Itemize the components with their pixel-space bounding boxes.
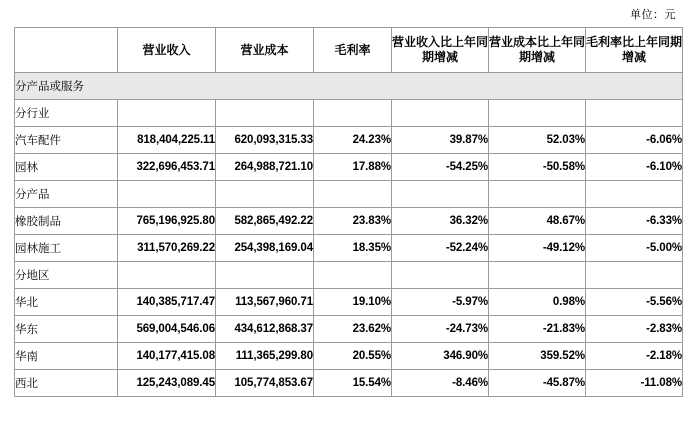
financial-table <box>14 27 683 397</box>
row-cell-value: 254,398,169.04 <box>216 235 314 262</box>
row-cell-value: 24.23% <box>314 127 392 154</box>
table-header-revenue-yoy: 营业收入比上年同期增减 <box>392 28 489 73</box>
row-cell-value: 818,404,225.11 <box>118 127 216 154</box>
row-cell-value: 52.03% <box>489 127 586 154</box>
row-cell-value: -5.56% <box>586 289 683 316</box>
row-cell-value: -45.87% <box>489 370 586 397</box>
row-cell-empty <box>392 181 489 208</box>
row-cell-value: -2.83% <box>586 316 683 343</box>
row-label: 分产品 <box>15 181 118 208</box>
row-cell-value: 434,612,868.37 <box>216 316 314 343</box>
table-row <box>15 100 683 127</box>
row-cell-value: 18.35% <box>314 235 392 262</box>
row-cell-value: 36.32% <box>392 208 489 235</box>
table-header-cost-yoy: 营业成本比上年同期增减 <box>489 28 586 73</box>
row-cell-value: -54.25% <box>392 154 489 181</box>
row-cell-value: -52.24% <box>392 235 489 262</box>
row-cell-empty <box>586 100 683 127</box>
row-cell-empty <box>314 181 392 208</box>
table-row <box>15 343 683 370</box>
row-cell-empty <box>586 262 683 289</box>
row-label: 华南 <box>15 343 118 370</box>
row-cell-value: 39.87% <box>392 127 489 154</box>
row-cell-value: 113,567,960.71 <box>216 289 314 316</box>
row-cell-value: 569,004,546.06 <box>118 316 216 343</box>
row-cell-empty <box>392 100 489 127</box>
row-cell-empty <box>392 262 489 289</box>
table-row <box>15 154 683 181</box>
row-label: 华北 <box>15 289 118 316</box>
table-row <box>15 235 683 262</box>
row-cell-value: 0.98% <box>489 289 586 316</box>
row-cell-value: -5.97% <box>392 289 489 316</box>
row-cell-value: -6.06% <box>586 127 683 154</box>
row-cell-value: -5.00% <box>586 235 683 262</box>
table-header-gross-margin: 毛利率 <box>314 28 392 73</box>
row-cell-value: 765,196,925.80 <box>118 208 216 235</box>
row-label: 园林 <box>15 154 118 181</box>
row-cell-value: -6.33% <box>586 208 683 235</box>
row-cell-value: 140,385,717.47 <box>118 289 216 316</box>
row-cell-value: 140,177,415.08 <box>118 343 216 370</box>
row-cell-empty <box>216 100 314 127</box>
row-cell-value: -49.12% <box>489 235 586 262</box>
table-header <box>15 28 683 73</box>
row-cell-empty <box>118 100 216 127</box>
row-cell-empty <box>118 262 216 289</box>
row-label: 橡胶制品 <box>15 208 118 235</box>
row-cell-value: 17.88% <box>314 154 392 181</box>
row-cell-empty <box>314 262 392 289</box>
table-body <box>15 73 683 397</box>
unit-note: 单位：元 <box>630 9 676 21</box>
row-cell-empty <box>489 181 586 208</box>
table-row <box>15 262 683 289</box>
row-cell-value: 264,988,721.10 <box>216 154 314 181</box>
row-cell-empty <box>314 100 392 127</box>
row-cell-empty <box>586 181 683 208</box>
row-cell-value: 620,093,315.33 <box>216 127 314 154</box>
row-cell-value: 23.62% <box>314 316 392 343</box>
table-row <box>15 73 683 100</box>
row-cell-value: 19.10% <box>314 289 392 316</box>
table-row <box>15 181 683 208</box>
row-label: 汽车配件 <box>15 127 118 154</box>
row-cell-value: -6.10% <box>586 154 683 181</box>
table-row <box>15 289 683 316</box>
row-cell-value: 359.52% <box>489 343 586 370</box>
table-row <box>15 370 683 397</box>
row-cell-empty <box>216 181 314 208</box>
row-cell-value: -2.18% <box>586 343 683 370</box>
row-label: 华东 <box>15 316 118 343</box>
row-cell-value: -24.73% <box>392 316 489 343</box>
table-header-cost: 营业成本 <box>216 28 314 73</box>
row-cell-empty <box>489 100 586 127</box>
section-label: 分产品或服务 <box>15 73 683 100</box>
row-cell-value: 322,696,453.71 <box>118 154 216 181</box>
row-cell-value: -8.46% <box>392 370 489 397</box>
row-cell-value: 105,774,853.67 <box>216 370 314 397</box>
row-cell-value: -11.08% <box>586 370 683 397</box>
table-row <box>15 316 683 343</box>
row-label: 分地区 <box>15 262 118 289</box>
row-label: 园林施工 <box>15 235 118 262</box>
row-cell-value: 20.55% <box>314 343 392 370</box>
row-cell-value: 15.54% <box>314 370 392 397</box>
row-cell-value: 311,570,269.22 <box>118 235 216 262</box>
row-cell-value: 346.90% <box>392 343 489 370</box>
table-header-row <box>15 28 683 73</box>
table-header-revenue: 营业收入 <box>118 28 216 73</box>
row-cell-value: -21.83% <box>489 316 586 343</box>
row-cell-empty <box>118 181 216 208</box>
row-cell-value: 111,365,299.80 <box>216 343 314 370</box>
table-header-margin-yoy: 毛利率比上年同期增减 <box>586 28 683 73</box>
row-cell-value: 23.83% <box>314 208 392 235</box>
row-cell-value: 125,243,089.45 <box>118 370 216 397</box>
row-label: 分行业 <box>15 100 118 127</box>
row-cell-empty <box>489 262 586 289</box>
table-row <box>15 127 683 154</box>
table-row <box>15 208 683 235</box>
row-label: 西北 <box>15 370 118 397</box>
row-cell-empty <box>216 262 314 289</box>
row-cell-value: 48.67% <box>489 208 586 235</box>
table-header-corner <box>15 28 118 73</box>
row-cell-value: 582,865,492.22 <box>216 208 314 235</box>
row-cell-value: -50.58% <box>489 154 586 181</box>
